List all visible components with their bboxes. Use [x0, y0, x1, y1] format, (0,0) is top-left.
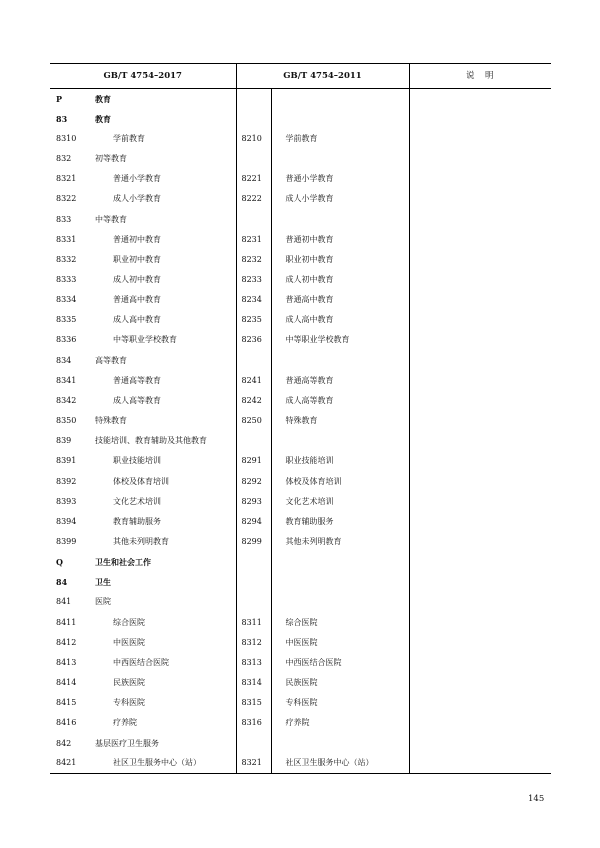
- name-2017-text: 体校及体育培训: [113, 476, 169, 486]
- name-2011: [271, 734, 409, 754]
- table-row: [50, 371, 551, 391]
- name-2017: [95, 673, 236, 693]
- table-row: [50, 572, 551, 592]
- table-row: [50, 89, 551, 109]
- code-2017: 8335: [56, 315, 77, 325]
- code-2011: 8222: [236, 189, 271, 209]
- code-2011: [236, 592, 271, 612]
- code-2011: 8293: [236, 492, 271, 512]
- name-2017-text: 普通高等教育: [113, 375, 161, 385]
- code-2017: 83: [56, 113, 68, 124]
- name-2017: [95, 371, 236, 391]
- name-2017-text: 中等教育: [95, 214, 127, 224]
- table-row: [50, 713, 551, 733]
- name-2011: 教育辅助服务: [271, 512, 409, 532]
- code-2017: 8411: [56, 617, 77, 627]
- name-2011: 中医医院: [271, 633, 409, 653]
- note-cell: [409, 613, 551, 633]
- name-2017-text: 卫生: [95, 577, 111, 588]
- code-2017: Q: [56, 557, 63, 568]
- name-2011: 成人小学教育: [271, 189, 409, 209]
- name-2017: [95, 734, 236, 754]
- name-2017-text: 成人高等教育: [113, 395, 161, 405]
- code-2011: 8232: [236, 250, 271, 270]
- name-2017: [95, 149, 236, 169]
- name-2011: 文化艺术培训: [271, 492, 409, 512]
- note-cell: [409, 351, 551, 371]
- code-2017: 8341: [56, 375, 77, 385]
- name-2011: 普通小学教育: [271, 169, 409, 189]
- note-cell: [409, 270, 551, 290]
- code-2017: 842: [56, 738, 72, 748]
- name-2011: [271, 149, 409, 169]
- code-2017: 8399: [56, 537, 77, 547]
- note-cell: [409, 471, 551, 491]
- table-row: [50, 471, 551, 491]
- name-2011: 专科医院: [271, 693, 409, 713]
- code-2011: 8210: [236, 129, 271, 149]
- name-2011: 其他未列明教育: [271, 532, 409, 552]
- name-2017-text: 学前教育: [113, 133, 145, 143]
- code-2017: 834: [56, 355, 72, 365]
- code-2011: 8292: [236, 471, 271, 491]
- name-2017-text: 职业技能培训: [113, 456, 161, 466]
- name-2017-text: 初等教育: [95, 154, 127, 164]
- name-2017: [95, 653, 236, 673]
- code-2011: 8242: [236, 391, 271, 411]
- header-note: 说 明: [409, 64, 551, 89]
- note-cell: [409, 734, 551, 754]
- code-2011: 8250: [236, 411, 271, 431]
- code-2017: 8413: [56, 657, 77, 667]
- note-cell: [409, 451, 551, 471]
- name-2017-text: 高等教育: [95, 355, 127, 365]
- code-2011: 8291: [236, 451, 271, 471]
- name-2011: 学前教育: [271, 129, 409, 149]
- code-2011: 8313: [236, 653, 271, 673]
- note-cell: [409, 89, 551, 109]
- code-2011: 8321: [236, 754, 271, 774]
- name-2011: 疗养院: [271, 713, 409, 733]
- table-row: [50, 451, 551, 471]
- name-2017-text: 成人小学教育: [113, 194, 161, 204]
- name-2017: [95, 613, 236, 633]
- code-2017: 8321: [56, 174, 77, 184]
- code-2011: 8316: [236, 713, 271, 733]
- name-2017-text: 特殊教育: [95, 416, 127, 426]
- note-cell: [409, 693, 551, 713]
- name-2011: 体校及体育培训: [271, 471, 409, 491]
- note-cell: [409, 129, 551, 149]
- table-row: [50, 552, 551, 572]
- name-2017-text: 成人初中教育: [113, 274, 161, 284]
- name-2017-text: 普通小学教育: [113, 174, 161, 184]
- name-2017: [95, 471, 236, 491]
- code-2011: [236, 431, 271, 451]
- table-row: [50, 250, 551, 270]
- code-2017: 8416: [56, 718, 77, 728]
- name-2011: 普通高中教育: [271, 290, 409, 310]
- code-2017: 833: [56, 214, 72, 224]
- table-row: [50, 310, 551, 330]
- name-2017-text: 职业初中教育: [113, 254, 161, 264]
- code-2011: 8231: [236, 230, 271, 250]
- code-2011: [236, 149, 271, 169]
- classification-table: [50, 63, 551, 774]
- name-2011: 普通高等教育: [271, 371, 409, 391]
- note-cell: [409, 391, 551, 411]
- name-2017-text: 社区卫生服务中心（站）: [113, 758, 201, 768]
- code-2017: 841: [56, 597, 72, 607]
- name-2017: [95, 411, 236, 431]
- note-cell: [409, 169, 551, 189]
- name-2011: 成人高等教育: [271, 391, 409, 411]
- code-2017: 8322: [56, 194, 77, 204]
- table-row: [50, 270, 551, 290]
- table-row: [50, 633, 551, 653]
- name-2017: [95, 713, 236, 733]
- code-2011: [236, 109, 271, 129]
- code-2017: 8350: [56, 416, 77, 426]
- name-2011: 中西医结合医院: [271, 653, 409, 673]
- header-gb-2017: GB/T 4754–2017: [50, 64, 236, 89]
- note-cell: [409, 431, 551, 451]
- table-row: [50, 411, 551, 431]
- code-2011: 8294: [236, 512, 271, 532]
- name-2011: [271, 89, 409, 109]
- code-2011: [236, 552, 271, 572]
- name-2011: 职业初中教育: [271, 250, 409, 270]
- code-2017: 8414: [56, 678, 77, 688]
- name-2017: [95, 391, 236, 411]
- note-cell: [409, 290, 551, 310]
- table-row: [50, 592, 551, 612]
- note-cell: [409, 250, 551, 270]
- table-header-row: [50, 64, 551, 89]
- name-2011: 普通初中教育: [271, 230, 409, 250]
- code-2017: 832: [56, 154, 72, 164]
- name-2011: [271, 592, 409, 612]
- table-row: [50, 754, 551, 774]
- name-2017-text: 卫生和社会工作: [95, 557, 151, 568]
- name-2017: [95, 109, 236, 129]
- name-2017: [95, 129, 236, 149]
- name-2011: 综合医院: [271, 613, 409, 633]
- table-row: [50, 209, 551, 229]
- name-2017: [95, 492, 236, 512]
- code-2017: 8392: [56, 476, 77, 486]
- name-2011: [271, 572, 409, 592]
- code-2011: [236, 734, 271, 754]
- table-row: [50, 512, 551, 532]
- table-row: [50, 653, 551, 673]
- name-2017: [95, 592, 236, 612]
- name-2011: [271, 109, 409, 129]
- name-2017-text: 其他未列明教育: [113, 537, 169, 547]
- name-2017-text: 中等职业学校教育: [113, 335, 177, 345]
- name-2011: 社区卫生服务中心（站）: [271, 754, 409, 774]
- name-2017-text: 文化艺术培训: [113, 496, 161, 506]
- table-row: [50, 613, 551, 633]
- code-2017: 84: [56, 577, 68, 588]
- note-cell: [409, 149, 551, 169]
- name-2017: [95, 532, 236, 552]
- code-2017: 8393: [56, 496, 77, 506]
- name-2017-text: 民族医院: [113, 678, 145, 688]
- name-2017: [95, 754, 236, 774]
- note-cell: [409, 371, 551, 391]
- code-2011: 8233: [236, 270, 271, 290]
- table-row: [50, 189, 551, 209]
- name-2011: 中等职业学校教育: [271, 330, 409, 350]
- name-2017: [95, 189, 236, 209]
- table-row: [50, 492, 551, 512]
- name-2011: [271, 552, 409, 572]
- code-2017: 8391: [56, 456, 77, 466]
- code-2017: P: [56, 93, 63, 104]
- code-2011: 8221: [236, 169, 271, 189]
- note-cell: [409, 713, 551, 733]
- code-2017: 8342: [56, 395, 77, 405]
- note-cell: [409, 411, 551, 431]
- name-2017: [95, 330, 236, 350]
- code-2011: 8234: [236, 290, 271, 310]
- note-cell: [409, 633, 551, 653]
- table-row: [50, 431, 551, 451]
- note-cell: [409, 754, 551, 774]
- code-2017: 8331: [56, 234, 77, 244]
- note-cell: [409, 592, 551, 612]
- table-row: [50, 230, 551, 250]
- name-2017: [95, 572, 236, 592]
- note-cell: [409, 512, 551, 532]
- note-cell: [409, 492, 551, 512]
- note-cell: [409, 552, 551, 572]
- code-2011: 8311: [236, 613, 271, 633]
- classification-table-container: [50, 63, 551, 774]
- code-2017: 8336: [56, 335, 77, 345]
- name-2017: [95, 351, 236, 371]
- code-2017: 8334: [56, 295, 77, 305]
- code-2011: 8315: [236, 693, 271, 713]
- name-2017: [95, 693, 236, 713]
- note-cell: [409, 653, 551, 673]
- table-row: [50, 734, 551, 754]
- name-2011: [271, 351, 409, 371]
- name-2017: [95, 552, 236, 572]
- name-2011: 职业技能培训: [271, 451, 409, 471]
- name-2017: [95, 270, 236, 290]
- code-2011: 8312: [236, 633, 271, 653]
- table-row: [50, 391, 551, 411]
- code-2017: 8333: [56, 274, 77, 284]
- name-2017-text: 教育辅助服务: [113, 516, 161, 526]
- table-body: [50, 89, 551, 774]
- code-2017: 8394: [56, 516, 77, 526]
- table-row: [50, 673, 551, 693]
- table-row: [50, 129, 551, 149]
- code-2011: [236, 209, 271, 229]
- note-cell: [409, 230, 551, 250]
- code-2017: 8412: [56, 637, 77, 647]
- name-2017: [95, 290, 236, 310]
- name-2017: [95, 431, 236, 451]
- note-cell: [409, 209, 551, 229]
- name-2017: [95, 89, 236, 109]
- name-2011: [271, 431, 409, 451]
- code-2011: 8299: [236, 532, 271, 552]
- name-2017-text: 普通高中教育: [113, 295, 161, 305]
- name-2017: [95, 633, 236, 653]
- code-2011: [236, 89, 271, 109]
- name-2017: [95, 230, 236, 250]
- table-row: [50, 149, 551, 169]
- name-2017: [95, 310, 236, 330]
- table-row: [50, 351, 551, 371]
- name-2011: 成人高中教育: [271, 310, 409, 330]
- name-2017-text: 医院: [95, 597, 111, 607]
- name-2017-text: 专科医院: [113, 698, 145, 708]
- name-2017-text: 成人高中教育: [113, 315, 161, 325]
- note-cell: [409, 310, 551, 330]
- code-2011: 8241: [236, 371, 271, 391]
- name-2017: [95, 512, 236, 532]
- code-2011: 8314: [236, 673, 271, 693]
- table-row: [50, 330, 551, 350]
- name-2011: [271, 209, 409, 229]
- table-row: [50, 290, 551, 310]
- name-2017-text: 教育: [95, 93, 111, 104]
- name-2017-text: 中西医结合医院: [113, 657, 169, 667]
- note-cell: [409, 189, 551, 209]
- name-2011: 成人初中教育: [271, 270, 409, 290]
- name-2017-text: 中医医院: [113, 637, 145, 647]
- note-cell: [409, 673, 551, 693]
- header-gb-2011: GB/T 4754–2011: [236, 64, 409, 89]
- page-number: 145: [528, 794, 545, 804]
- table-row: [50, 169, 551, 189]
- name-2011: 特殊教育: [271, 411, 409, 431]
- note-cell: [409, 330, 551, 350]
- name-2017-text: 基层医疗卫生服务: [95, 738, 159, 748]
- note-cell: [409, 109, 551, 129]
- name-2017: [95, 169, 236, 189]
- name-2017-text: 技能培训、教育辅助及其他教育: [95, 436, 207, 446]
- name-2011: 民族医院: [271, 673, 409, 693]
- code-2017: 839: [56, 436, 72, 446]
- table-row: [50, 109, 551, 129]
- name-2017-text: 教育: [95, 113, 111, 124]
- code-2017: 8332: [56, 254, 77, 264]
- note-cell: [409, 572, 551, 592]
- code-2011: 8236: [236, 330, 271, 350]
- code-2011: 8235: [236, 310, 271, 330]
- note-cell: [409, 532, 551, 552]
- name-2017-text: 疗养院: [113, 718, 137, 728]
- name-2017: [95, 250, 236, 270]
- code-2017: 8421: [50, 754, 95, 774]
- code-2011: [236, 572, 271, 592]
- code-2017: 8310: [56, 133, 77, 143]
- name-2017: [95, 209, 236, 229]
- name-2017: [95, 451, 236, 471]
- code-2017: 8415: [56, 698, 77, 708]
- table-row: [50, 532, 551, 552]
- table-row: [50, 693, 551, 713]
- name-2017-text: 综合医院: [113, 617, 145, 627]
- name-2017-text: 普通初中教育: [113, 234, 161, 244]
- code-2011: [236, 351, 271, 371]
